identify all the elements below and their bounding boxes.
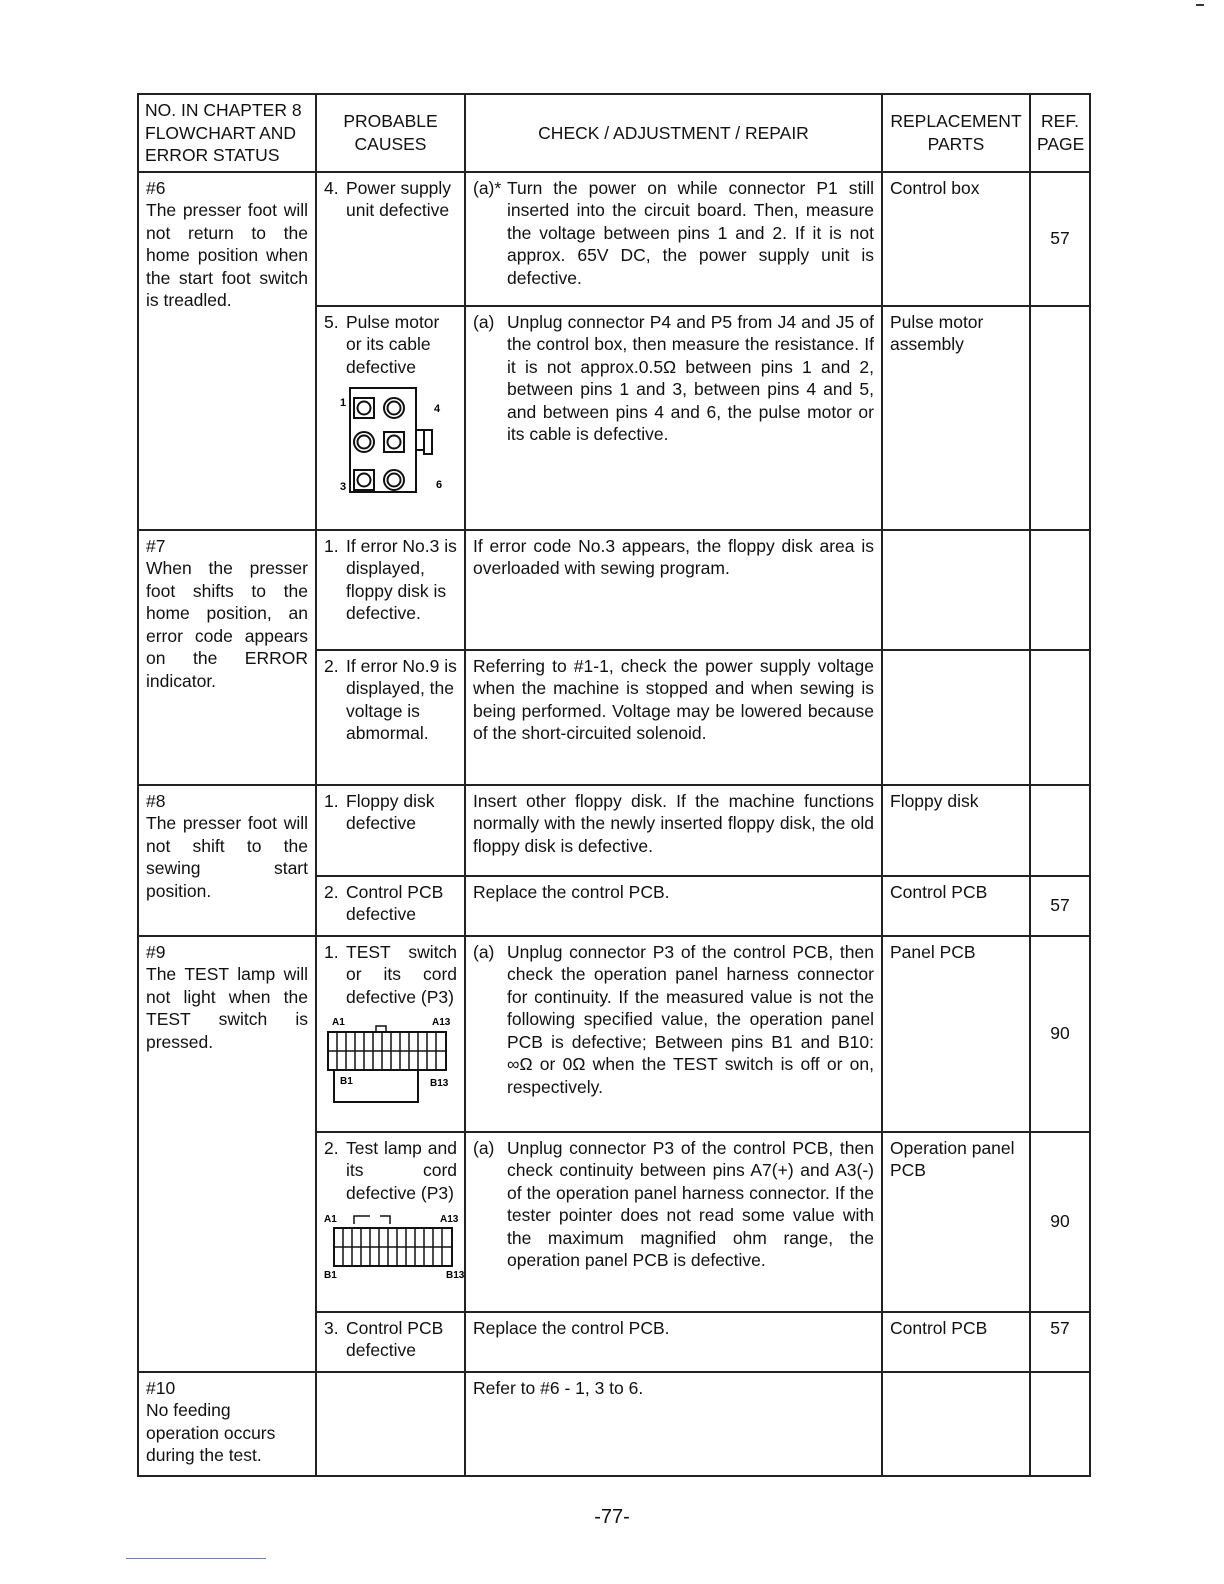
check-cell: If error code No.3 appears, the floppy disk area is overloaded with sewing program.	[465, 530, 882, 650]
check-cell	[465, 306, 882, 530]
status-cell	[138, 785, 316, 936]
status-cell	[138, 936, 316, 1372]
part-cell: Control box	[882, 172, 1030, 306]
status-number: #9	[146, 941, 166, 962]
status-text: No feeding operation occurs during the test.	[146, 1400, 276, 1465]
pin-label: A13	[440, 1214, 459, 1225]
check-cell: Refer to #6 - 1, 3 to 6.	[465, 1372, 882, 1476]
check-text: Unplug connector P3 of the control PCB, then check continuity between pins A7(+) and A3(-) of the operation panel harness connector. If the tester pointer does not read some value with the maximum magnified ohm range, the operation panel PCB is defective.	[507, 1137, 874, 1270]
cause-number: 2.	[324, 655, 339, 676]
check-cell: Replace the control PCB.	[465, 1312, 882, 1372]
pin-label: 1	[340, 397, 347, 409]
cause-text: Power supply unit defective	[346, 177, 452, 220]
status-cell	[138, 1372, 316, 1476]
ref-page-cell: 57	[1030, 876, 1090, 936]
pin-label: B1	[340, 1076, 353, 1087]
pin-label: B13	[430, 1078, 449, 1089]
status-cell	[138, 530, 316, 785]
part-cell: Pulse motor assembly	[882, 306, 1030, 530]
cause-text: If error No.9 is displayed, the voltage is abmormal.	[346, 655, 457, 743]
cause-cell	[316, 172, 465, 306]
part-cell: Floppy disk	[882, 785, 1030, 876]
ref-page-cell: 90	[1030, 936, 1090, 1132]
test-lamp-connector-diagram	[324, 1210, 466, 1280]
cause-number: 2.	[324, 1137, 339, 1158]
table-row	[138, 530, 1090, 650]
ref-page-cell: 57	[1030, 1312, 1090, 1372]
status-cell	[138, 172, 316, 530]
cause-number: 1.	[324, 941, 339, 962]
cause-cell	[316, 936, 465, 1132]
check-cell: Insert other floppy disk. If the machine functions normally with the newly inserted floppy disk, the old floppy disk is defective.	[465, 785, 882, 876]
ref-page-cell	[1030, 530, 1090, 650]
part-cell: Panel PCB	[882, 936, 1030, 1132]
ref-page-cell: 57	[1030, 172, 1090, 306]
pin-label: A1	[332, 1017, 345, 1028]
cause-text: If error No.3 is displayed, floppy disk is defective.	[346, 535, 457, 623]
status-text: When the presser foot shifts to the home position, an error code appears on the ERROR indicator.	[146, 558, 308, 691]
footer-line	[126, 1558, 266, 1559]
check-text: Unplug connector P3 of the control PCB, then check the operation panel harness connector for continuity. If the measured value is not the following specified value, the operation panel PCB is defective; Between pins B1 and B10: ∞Ω or 0Ω when the TEST switch is off or on, respectively.	[507, 941, 874, 1097]
check-cell: Referring to #1-1, check the power supply voltage when the machine is stopped and when sewing is being performed. Voltage may be lowered because of the short-circuited solenoid.	[465, 650, 882, 785]
corner-mark	[1196, 4, 1204, 6]
status-text: The TEST lamp will not light when the TEST switch is pressed.	[146, 964, 308, 1052]
cause-number: 5.	[324, 311, 339, 332]
check-label: (a)	[473, 941, 495, 962]
test-switch-connector-diagram	[324, 1014, 456, 1106]
troubleshooting-table	[137, 93, 1091, 1477]
part-cell	[882, 650, 1030, 785]
check-text: Turn the power on while connector P1 still inserted into the circuit board. Then, measure the voltage between pins 1 and 2. If it is not approx. 65V DC, the power supply unit is defective.	[507, 177, 874, 288]
status-number: #7	[146, 535, 166, 556]
check-cell	[465, 172, 882, 306]
check-cell	[465, 936, 882, 1132]
ref-page-cell	[1030, 306, 1090, 530]
table-header-row	[138, 94, 1090, 172]
ref-page-cell: 90	[1030, 1132, 1090, 1312]
cause-text: TEST switch or its cord defective (P3)	[346, 941, 457, 1007]
header-check: CHECK / ADJUSTMENT / REPAIR	[465, 94, 882, 172]
table-row	[138, 172, 1090, 306]
page-number: -77-	[594, 1506, 630, 1528]
pin-label: A1	[324, 1214, 337, 1225]
pin-label: A13	[432, 1017, 451, 1028]
ref-page-cell	[1030, 650, 1090, 785]
header-causes: PROBABLE CAUSES	[316, 94, 465, 172]
table-row	[138, 785, 1090, 876]
ref-page-cell	[1030, 1372, 1090, 1476]
status-number: #6	[146, 177, 166, 198]
cause-cell	[316, 1132, 465, 1312]
pulse-motor-connector-diagram	[338, 386, 453, 498]
table-row	[138, 936, 1090, 1132]
check-text: Unplug connector P4 and P5 from J4 and J5 of the control box, then measure the resistance. If it is not approx.0.5Ω between pins 1 and 2, between pins 1 and 3, between pins 4 and 5, and between pins 4 and 6, the pulse motor or its cable is defective.	[507, 311, 874, 444]
table-row	[138, 1372, 1090, 1476]
cause-cell	[316, 530, 465, 650]
ref-page-cell	[1030, 785, 1090, 876]
part-cell: Control PCB	[882, 876, 1030, 936]
pin-label: 4	[434, 403, 441, 415]
cause-text: Test lamp and its cord defective (P3)	[346, 1137, 457, 1203]
status-number: #10	[146, 1377, 176, 1398]
cause-number: 3.	[324, 1317, 339, 1338]
pin-label: 6	[436, 479, 443, 491]
cause-cell	[316, 876, 465, 936]
cause-cell	[316, 306, 465, 530]
check-label: (a)	[473, 311, 495, 332]
cause-text: Floppy disk defective	[346, 790, 435, 833]
header-status: NO. IN CHAPTER 8 FLOWCHART AND ERROR STATUS	[138, 94, 316, 172]
header-ref-page: REF. PAGE	[1030, 94, 1090, 172]
check-cell	[465, 1132, 882, 1312]
status-text: The presser foot will not return to the home position when the start foot switch is treadled.	[146, 200, 308, 310]
cause-text: Control PCB defective	[346, 881, 444, 924]
status-text: The presser foot will not shift to the sewing start position.	[146, 813, 308, 901]
cause-cell	[316, 785, 465, 876]
header-parts: REPLACEMENT PARTS	[882, 94, 1030, 172]
cause-cell	[316, 650, 465, 785]
cause-number: 1.	[324, 535, 339, 556]
cause-number: 2.	[324, 881, 339, 902]
pin-label: B1	[324, 1270, 337, 1280]
cause-text: Pulse motor or its cable defective	[346, 311, 440, 377]
part-cell	[882, 530, 1030, 650]
cause-number: 4.	[324, 177, 339, 198]
check-cell: Replace the control PCB.	[465, 876, 882, 936]
pin-label: B13	[446, 1270, 465, 1280]
cause-number: 1.	[324, 790, 339, 811]
cause-cell	[316, 1312, 465, 1372]
check-label: (a)	[473, 1137, 495, 1158]
cause-cell	[316, 1372, 465, 1476]
status-number: #8	[146, 790, 166, 811]
part-cell: Operation panel PCB	[882, 1132, 1030, 1312]
part-cell: Control PCB	[882, 1312, 1030, 1372]
check-label: (a)*	[473, 177, 502, 198]
part-cell	[882, 1372, 1030, 1476]
cause-text: Control PCB defective	[346, 1317, 444, 1360]
pin-label: 3	[340, 481, 347, 493]
